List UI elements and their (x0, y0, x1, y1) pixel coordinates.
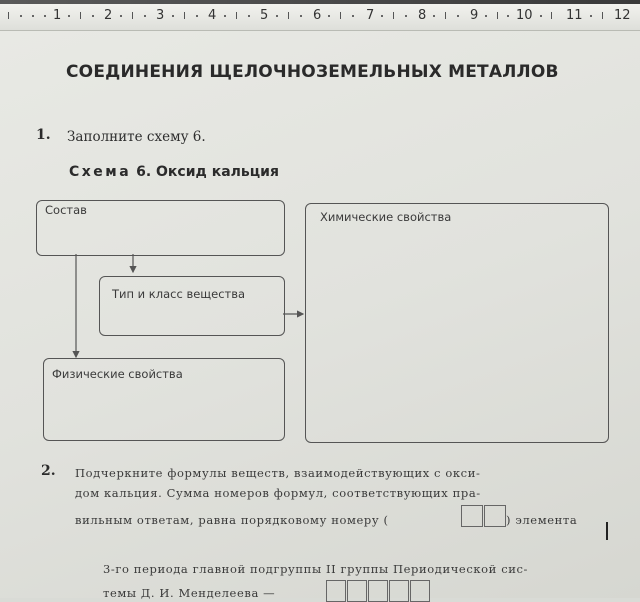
schema-label: Схема (69, 164, 132, 180)
composition-box[interactable] (36, 200, 285, 256)
answer-cell[interactable] (368, 580, 388, 602)
task-2-line-1: Подчеркните формулы веществ, взаимодействующих с окси- (75, 466, 481, 480)
type-class-box[interactable] (99, 276, 285, 336)
chemical-properties-box[interactable] (305, 203, 609, 443)
ruler-number: 8 (418, 8, 427, 23)
ruler-number: 1 (53, 8, 62, 23)
physical-properties-label: Физические свойства (52, 367, 183, 381)
ruler-number: 2 (104, 8, 113, 23)
task-2-number: 2. (41, 463, 56, 479)
text-cursor (606, 522, 608, 540)
answer-cell[interactable] (389, 580, 409, 602)
ruler-number: 3 (156, 8, 165, 23)
task-2-line-4: 3-го периода главной подгруппы II группы Периодической сис- (103, 562, 529, 576)
type-class-label: Тип и класс вещества (112, 287, 246, 301)
answer-cell[interactable] (347, 580, 367, 602)
task-1-number: 1. (36, 127, 51, 143)
answer-cell[interactable] (484, 505, 506, 527)
ruler-number: 6 (313, 8, 322, 23)
ruler-number: 5 (260, 8, 269, 23)
answer-cell[interactable] (461, 505, 483, 527)
answer-cell[interactable] (326, 580, 346, 602)
ruler-number: 10 (516, 8, 533, 23)
ruler-number: 12 (614, 8, 631, 23)
task-1-text: Заполните схему 6. (67, 129, 206, 145)
task-2-line-2: дом кальция. Сумма номеров формул, соответствующих пра- (75, 486, 481, 500)
section-title: СОЕДИНЕНИЯ ЩЕЛОЧНОЗЕМЕЛЬНЫХ МЕТАЛЛОВ (66, 62, 559, 82)
composition-label: Состав (45, 203, 87, 217)
task-2-line-3a: вильным ответам, равна порядковому номеру ( (75, 513, 389, 527)
task-2-line-3b: ) элемента (506, 513, 578, 527)
answer-cell[interactable] (410, 580, 430, 602)
ruler-number: 7 (366, 8, 375, 23)
schema-number: 6. (136, 164, 152, 180)
chemical-properties-label: Химические свойства (320, 210, 452, 224)
ruler-number: 9 (470, 8, 479, 23)
ruler-number: 4 (208, 8, 217, 23)
physical-properties-box[interactable] (43, 358, 285, 441)
ruler-number: 11 (566, 8, 583, 23)
task-2-line-5: темы Д. И. Менделеева — (103, 586, 276, 600)
schema-name: Оксид кальция (156, 164, 279, 180)
